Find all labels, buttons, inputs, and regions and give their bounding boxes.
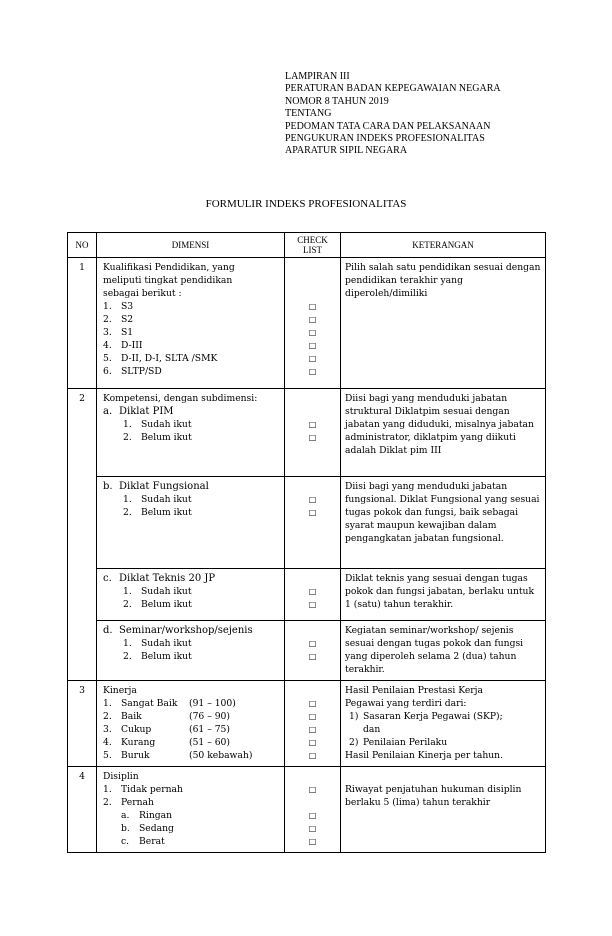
checkbox[interactable]: □ — [308, 699, 317, 708]
list-item — [103, 796, 281, 809]
col-header-dimensi: DIMENSI — [97, 233, 285, 258]
item-label: S3 — [121, 301, 134, 312]
item-number: 2. — [123, 507, 132, 518]
checkbox[interactable]: □ — [308, 837, 317, 846]
col-header-checklist — [285, 233, 341, 258]
form-title: FORMULIR INDEKS PROFESIONALITAS — [205, 198, 407, 210]
dimensi-cell — [97, 681, 285, 767]
table-row — [68, 258, 546, 389]
checklist-cell — [285, 621, 341, 681]
subdimension-title — [103, 480, 281, 493]
item-range: (51 – 60) — [189, 737, 230, 748]
list-item — [103, 710, 281, 723]
item-number: 1. — [103, 698, 112, 709]
list-item — [103, 809, 281, 822]
checklist-cell — [285, 389, 341, 477]
table-row — [68, 767, 546, 853]
dimensi-cell — [97, 569, 285, 621]
checkbox[interactable]: □ — [308, 508, 317, 517]
list-item — [103, 365, 281, 378]
checklist-cell — [285, 258, 341, 389]
subdimension-name: Diklat Fungsional — [119, 481, 209, 492]
list-item — [103, 493, 281, 506]
row-number: 1 — [68, 258, 97, 389]
item-number: 1. — [103, 784, 112, 795]
col-header-no: NO — [68, 233, 97, 258]
table-row — [68, 569, 546, 621]
subdimension-name: Diklat Teknis 20 JP — [119, 573, 216, 584]
item-number: b. — [121, 823, 130, 834]
checkbox[interactable]: □ — [308, 495, 317, 504]
item-label: Baik — [121, 711, 142, 722]
keterangan-cell: Diisi bagi yang menduduki jabatan struktural Diklatpim sesuai dengan jabatan yang diduduki, misalnya jabatan administrator, diklatpim yang diikuti adalah Diklat pim III — [341, 389, 546, 477]
header-line: PENGUKURAN INDEKS PROFESIONALITAS — [285, 133, 485, 145]
item-number: 3. — [103, 724, 112, 735]
checkbox[interactable]: □ — [308, 587, 317, 596]
row-number: 4 — [68, 767, 97, 853]
checklist-cell — [285, 767, 341, 853]
item-number: c. — [121, 836, 130, 847]
item-range: (61 – 75) — [189, 724, 230, 735]
item-label: Buruk — [121, 750, 150, 761]
dimensi-cell — [97, 389, 285, 477]
item-label: Tidak pernah — [121, 784, 183, 795]
checkbox[interactable]: □ — [308, 725, 317, 734]
item-label: Sudah ikut — [141, 419, 192, 430]
header-line: TENTANG — [285, 108, 332, 120]
header-line: PEDOMAN TATA CARA DAN PELAKSANAAN — [285, 120, 491, 132]
item-range: (50 kebawah) — [189, 750, 253, 761]
table-row — [68, 621, 546, 681]
item-label: Belum ikut — [141, 432, 192, 443]
item-number: 1) — [349, 711, 359, 722]
checkbox[interactable]: □ — [308, 738, 317, 747]
item-label: Sasaran Kerja Pegawai (SKP); — [363, 711, 503, 722]
item-label: Belum ikut — [141, 507, 192, 518]
document-header — [285, 71, 501, 158]
item-number: 1. — [123, 586, 132, 597]
list-item — [103, 723, 281, 736]
checklist-cell — [285, 477, 341, 569]
list-item — [103, 736, 281, 749]
list-item — [103, 835, 281, 848]
item-number: 5. — [103, 353, 112, 364]
list-item — [103, 431, 281, 444]
checkbox[interactable]: □ — [308, 367, 317, 376]
subdimension-title — [103, 624, 281, 637]
checkbox[interactable]: □ — [308, 328, 317, 337]
item-label: S1 — [121, 327, 134, 338]
checkbox[interactable]: □ — [308, 652, 317, 661]
list-item — [103, 300, 281, 313]
list-item — [103, 822, 281, 835]
header-line: NOMOR 8 TAHUN 2019 — [285, 95, 389, 107]
checkbox[interactable]: □ — [308, 600, 317, 609]
checkbox[interactable]: □ — [308, 354, 317, 363]
list-item — [103, 313, 281, 326]
checkbox[interactable]: □ — [308, 302, 317, 311]
dimensi-text: Kualifikasi Pendidikan, yang — [103, 262, 235, 273]
checkbox[interactable]: □ — [308, 824, 317, 833]
dimensi-cell — [97, 477, 285, 569]
dimensi-cell — [97, 621, 285, 681]
item-number: 2. — [123, 599, 132, 610]
list-item — [103, 506, 281, 519]
item-label: D-III — [121, 340, 143, 351]
col-header-list: LIST — [303, 245, 322, 255]
item-range: (91 – 100) — [189, 698, 236, 709]
checkbox[interactable]: □ — [308, 315, 317, 324]
item-label: SLTP/SD — [121, 366, 162, 377]
dimensi-text: meliputi tingkat pendidikan — [103, 275, 233, 286]
keterangan-item — [345, 736, 542, 749]
item-number: 1. — [123, 494, 132, 505]
item-number: 4. — [103, 737, 112, 748]
dimensi-cell — [97, 767, 285, 853]
keterangan-text: dan — [363, 724, 381, 735]
item-label: Sudah ikut — [141, 586, 192, 597]
keterangan-text: Pegawai yang terdiri dari: — [345, 698, 467, 709]
checklist-cell — [285, 681, 341, 767]
checkbox[interactable]: □ — [308, 639, 317, 648]
item-label: Sedang — [139, 823, 174, 834]
list-item — [103, 749, 281, 762]
dimensi-text: Kompetensi, dengan subdimensi: — [103, 393, 258, 404]
item-number: 2. — [123, 432, 132, 443]
item-label: Sangat Baik — [121, 698, 178, 709]
col-header-check: CHECK — [297, 235, 328, 245]
keterangan-text: Hasil Penilaian Prestasi Kerja — [345, 685, 483, 696]
item-label: Penilaian Perilaku — [363, 737, 448, 748]
keterangan-cell: Kegiatan seminar/workshop/ sejenis sesuai dengan tugas pokok dan fungsi yang diperoleh selama 2 (dua) tahun terakhir. — [341, 621, 546, 681]
item-label: D-II, D-I, SLTA /SMK — [121, 353, 218, 364]
item-number: 1. — [103, 301, 112, 312]
header-line: LAMPIRAN III — [285, 71, 350, 82]
item-label: Ringan — [139, 810, 173, 821]
subdimension-label: b. — [103, 481, 113, 492]
header-line: PERATURAN BADAN KEPEGAWAIAN NEGARA — [285, 83, 501, 95]
item-label: Kurang — [121, 737, 156, 748]
item-number: 1. — [123, 419, 132, 430]
keterangan-text: Hasil Penilaian Kinerja per tahun. — [345, 750, 503, 761]
list-item — [103, 352, 281, 365]
table-row — [68, 389, 546, 477]
checkbox[interactable]: □ — [308, 341, 317, 350]
checkbox[interactable]: □ — [308, 811, 317, 820]
subdimension-label: a. — [103, 406, 113, 417]
item-number: a. — [121, 810, 130, 821]
keterangan-cell — [341, 681, 546, 767]
item-number: 2. — [123, 651, 132, 662]
list-item — [103, 418, 281, 431]
list-item — [103, 585, 281, 598]
checkbox[interactable]: □ — [308, 420, 317, 429]
list-item — [103, 697, 281, 710]
subdimension-title — [103, 572, 281, 585]
row-number: 2 — [68, 389, 97, 681]
col-header-keterangan: KETERANGAN — [341, 233, 546, 258]
table-row — [68, 477, 546, 569]
dimensi-text: Kinerja — [103, 685, 137, 696]
item-label: Cukup — [121, 724, 152, 735]
table-header-row — [68, 233, 546, 258]
list-item — [103, 637, 281, 650]
item-label: Berat — [139, 836, 165, 847]
item-label: S2 — [121, 314, 134, 325]
row-number: 3 — [68, 681, 97, 767]
subdimension-name: Seminar/workshop/sejenis — [119, 625, 253, 636]
dimensi-cell — [97, 258, 285, 389]
subdimension-name: Diklat PIM — [119, 406, 174, 417]
item-number: 1. — [123, 638, 132, 649]
keterangan-item — [345, 710, 542, 723]
table-row — [68, 681, 546, 767]
item-label: Belum ikut — [141, 651, 192, 662]
checkbox[interactable]: □ — [308, 433, 317, 442]
item-number: 3. — [103, 327, 112, 338]
keterangan-cell: Pilih salah satu pendidikan sesuai dengan pendidikan terakhir yang diperoleh/dimiliki — [341, 258, 546, 389]
keterangan-cell: Diisi bagi yang menduduki jabatan fungsional. Diklat Fungsional yang sesuai tugas pokok dan fungsi, baik sebagai syarat maupun kewajiban dalam pengangkatan jabatan fungsional. — [341, 477, 546, 569]
item-label: Pernah — [121, 797, 154, 808]
checklist-cell — [285, 569, 341, 621]
item-number: 6. — [103, 366, 112, 377]
subdimension-title — [103, 405, 281, 418]
keterangan-cell: Diklat teknis yang sesuai dengan tugas pokok dan fungsi jabatan, berlaku untuk 1 (satu) tahun terakhir. — [341, 569, 546, 621]
item-number: 2. — [103, 797, 112, 808]
dimensi-text: Disiplin — [103, 771, 139, 782]
header-line: APARATUR SIPIL NEGARA — [285, 145, 408, 157]
checkbox[interactable]: □ — [308, 785, 317, 794]
dimensi-text: sebagai berikut : — [103, 288, 182, 299]
item-number: 2. — [103, 314, 112, 325]
form-table — [67, 232, 546, 853]
list-item — [103, 326, 281, 339]
item-label: Belum ikut — [141, 599, 192, 610]
item-number: 4. — [103, 340, 112, 351]
list-item — [103, 339, 281, 352]
item-number: 2. — [103, 711, 112, 722]
list-item — [103, 598, 281, 611]
subdimension-label: c. — [103, 573, 112, 584]
item-number: 2) — [349, 737, 359, 748]
item-label: Sudah ikut — [141, 494, 192, 505]
item-number: 5. — [103, 750, 112, 761]
subdimension-label: d. — [103, 625, 113, 636]
item-label: Sudah ikut — [141, 638, 192, 649]
checkbox[interactable]: □ — [308, 712, 317, 721]
keterangan-cell: Riwayat penjatuhan hukuman disiplin berlaku 5 (lima) tahun terakhir — [341, 767, 546, 853]
list-item — [103, 650, 281, 663]
item-range: (76 – 90) — [189, 711, 230, 722]
list-item — [103, 783, 281, 796]
checkbox[interactable]: □ — [308, 751, 317, 760]
